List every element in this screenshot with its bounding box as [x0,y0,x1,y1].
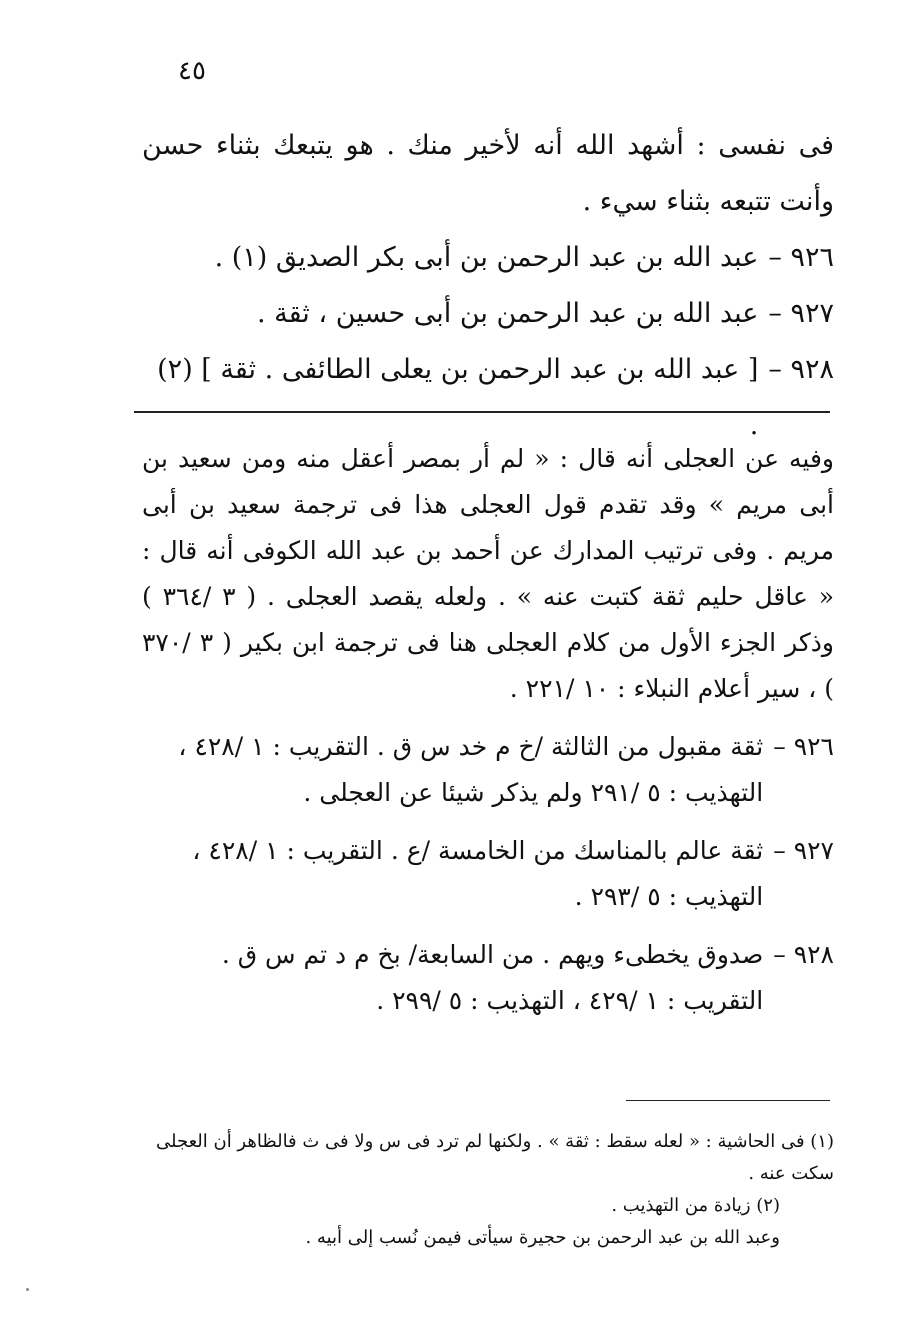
commentary-continuation: وفيه عن العجلى أنه قال : « لم أر بمصر أعقل منه ومن سعيد بن أبى مريم » وقد تقدم قول العجلى هذا فى ترجمة سعيد بن أبى مريم . وفى ترتيب المدارك عن أحمد بن عبد الله الكوفى أنه قال : « عاقل حليم ثقة كتبت عنه » . ولعله يقصد العجلى . ( ٣ /٣٦٤ ) وذكر الجزء الأول من كلام العجلى هنا فى ترجمة ابن بكير ( ٣ /٣٧٠ ) ، سير أعلام النبلاء : ١٠ /٢٢١ . [142,444,835,703]
entry-number: ٩٢٦ – [773,732,834,761]
main-text [142,118,834,454]
scan-speck [26,1288,29,1291]
entry-number: ٩٢٧ – [768,298,834,329]
entry-number: ٩٢٦ – [768,242,834,273]
entry-text: صدوق يخطىء ويهم . من السابعة/ بخ م د تم س ق . التقريب : ١ /٤٢٩ ، التهذيب : ٥ /٢٩٩ . [221,940,764,1015]
entry-number: ٩٢٧ – [773,836,834,865]
footnote-1: (١) فى الحاشية : « لعله سقط : ثقة » . ولكنها لم ترد فى س ولا فى ث فالظاهر أن العجلى سكت عنه . [156,1131,834,1184]
commentary-entry-926 [142,724,834,816]
footnote-2: (٢) زيادة من التهذيب . [611,1195,780,1216]
commentary-entry-928 [142,932,834,1024]
commentary-section [142,436,834,1024]
page-number: ٤٥ [178,56,206,86]
entry-number: ٩٢٨ – [768,354,834,385]
section-divider [134,411,830,413]
commentary-entry-927 [142,828,834,920]
entry-text: ثقة مقبول من الثالثة /خ م خد س ق . التقريب : ١ /٤٢٨ ، التهذيب : ٥ /٢٩١ ولم يذكر شيئا عن العجلى . [178,732,764,807]
entry-number: ٩٢٨ – [773,940,834,969]
entry-text: ثقة عالم بالمناسك من الخامسة /ع . التقريب : ١ /٤٢٨ ، التهذيب : ٥ /٢٩٣ . [192,836,764,911]
entry-text: [ عبد الله بن عبد الرحمن بن يعلى الطائفى . ثقة ] (٢) . [157,354,759,441]
main-continuation: فى نفسى : أشهد الله أنه لأخير منك . هو يتبعك بثناء حسن وأنت تتبعه بثناء سيء . [142,130,834,217]
entry-text: عبد الله بن عبد الرحمن بن أبى حسين ، ثقة . [257,298,759,329]
footnotes [142,1126,834,1254]
entry-text: عبد الله بن عبد الرحمن بن أبى بكر الصديق (١) . [214,242,759,273]
footnote-divider [626,1100,830,1101]
footnote-note: وعبد الله بن عبد الرحمن بن حجيرة سيأتى فيمن نُسب إلى أبيه . [305,1227,780,1248]
main-entry-926 [142,230,834,286]
main-entry-927 [142,286,834,342]
